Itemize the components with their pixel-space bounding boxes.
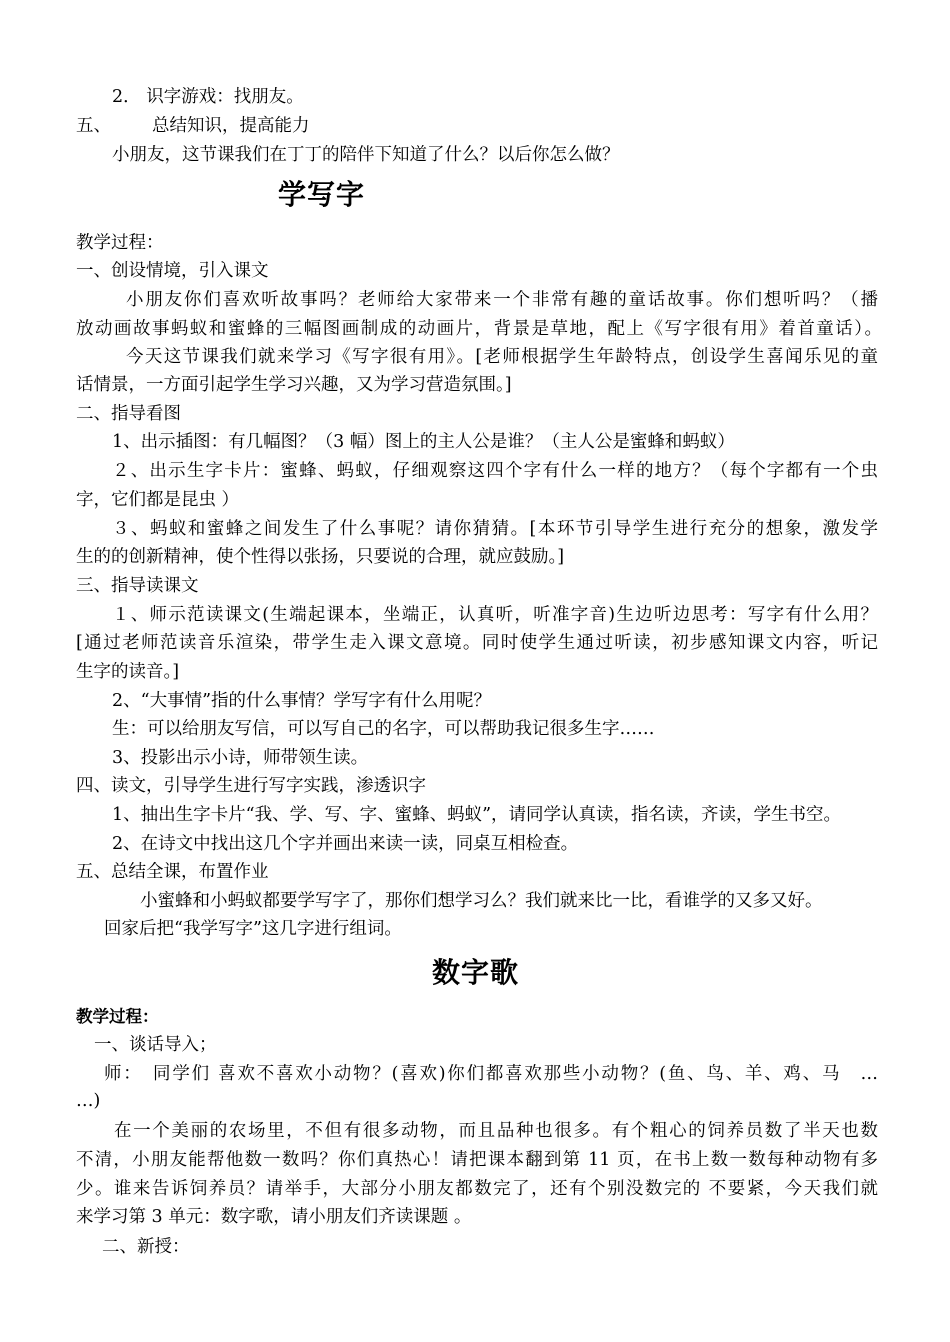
list-item: 生的的创新精神，使个性得以张扬，只要说的合理，就应鼓励。] xyxy=(76,547,565,567)
section-number: 五、 xyxy=(76,116,111,136)
lesson-title: 数字歌 xyxy=(432,956,520,989)
list-item: 生字的读音。] xyxy=(76,662,180,682)
list-item: 字，它们都是昆虫 ） xyxy=(76,490,240,510)
list-item: １、师示范读课文(生端起课本，坐端正，认真听，听准字音)生边听边思考：写字有什么用？ xyxy=(112,605,878,625)
dialogue-line: …) xyxy=(76,1091,101,1111)
paragraph-line: 放动画故事蚂蚁和蜜蜂的三幅图画制成的动画片，背景是草地，配上《写字很有用》着首童话）。 xyxy=(76,319,882,339)
section-heading: 三、指导读课文 xyxy=(76,576,199,596)
paragraph-line: 话情景，一方面引起学生学习兴趣，又为学习营造氛围。] xyxy=(76,375,512,395)
list-item: ２、出示生字卡片：蜜蜂、蚂蚁，仔细观察这四个字有什么一样的地方？（每个字都有一个虫 xyxy=(112,461,878,481)
list-item: 1、出示插图：有几幅图？（3 幅）图上的主人公是谁？（主人公是蜜蜂和蚂蚁） xyxy=(112,432,735,452)
section-heading: 二、指导看图 xyxy=(76,404,181,424)
process-label: 教学过程： xyxy=(76,233,164,253)
section-heading: 二、新授： xyxy=(102,1237,190,1257)
paragraph-line: 小蜜蜂和小蚂蚁都要学写字了，那你们想学习么？我们就来比一比，看谁学的又多又好。 xyxy=(140,891,823,911)
list-item: [通过老师范读音乐渲染，带学生走入课文意境。同时使学生通过听读，初步感知课文内容，听记 xyxy=(76,633,878,653)
list-item: 2、在诗文中找出这几个字并画出来读一读，同桌互相检查。 xyxy=(112,834,579,854)
paragraph-line: 来学习第 3 单元：数字歌，请小朋友们齐读课题 。 xyxy=(76,1207,472,1227)
summary-question: 小朋友，这节课我们在丁丁的陪伴下知道了什么？以后你怎么做？ xyxy=(112,145,620,165)
paragraph-line: 今天这节课我们就来学习《写字很有用》。[老师根据学生年龄特点，创设学生喜闻乐见的童 xyxy=(126,347,878,367)
process-label: 教学过程： xyxy=(76,1007,159,1026)
paragraph-line: 少。谁来告诉饲养员？请举手，大部分小朋友都数完了，还有个别没数完的 不要紧，今天我们就 xyxy=(76,1179,878,1199)
list-item: 3、投影出示小诗，师带领生读。 xyxy=(112,748,369,768)
section-heading: 四、读文，引导学生进行写字实践，渗透识字 xyxy=(76,776,426,796)
student-answer: 生：可以给朋友写信，可以写自己的名字，可以帮助我记很多生字…… xyxy=(112,719,655,739)
paragraph-line: 不清，小朋友能帮他数一数吗？你们真热心！请把课本翻到第 11 页，在书上数一数每种动物有多 xyxy=(76,1150,878,1170)
section-heading: 五、总结全课，布置作业 xyxy=(76,862,269,882)
section-heading: 总结知识，提高能力 xyxy=(152,116,310,136)
list-item: 2、“大事情”指的什么事情？学写字有什么用呢？ xyxy=(112,691,492,711)
list-item: 1、抽出生字卡片“我、学、写、字、蜜蜂、蚂蚁”，请同学认真读，指名读，齐读，学生书空。 xyxy=(112,805,842,825)
paragraph-line: 小朋友你们喜欢听故事吗？老师给大家带来一个非常有趣的童话故事。你们想听吗？（播 xyxy=(126,290,878,310)
lesson-title: 学写字 xyxy=(278,178,366,211)
paragraph-line: 在一个美丽的农场里，不但有很多动物，而且品种也很多。有个粗心的饲养员数了半天也数 xyxy=(114,1121,878,1141)
game-line: 2． 识字游戏：找朋友。 xyxy=(112,87,304,107)
list-item: ３、蚂蚁和蜜蜂之间发生了什么事呢？请你猜猜。[本环节引导学生进行充分的想象，激发学 xyxy=(112,519,878,539)
dialogue-line: 师： 同学们 喜欢不喜欢小动物？(喜欢)你们都喜欢那些小动物？(鱼、鸟、羊、鸡、马 … xyxy=(104,1064,878,1084)
section-heading: 一、创设情境，引入课文 xyxy=(76,261,269,281)
homework-line: 回家后把“我学写字”这几字进行组词。 xyxy=(104,919,402,939)
section-heading: 一、谈话导入； xyxy=(94,1035,217,1055)
